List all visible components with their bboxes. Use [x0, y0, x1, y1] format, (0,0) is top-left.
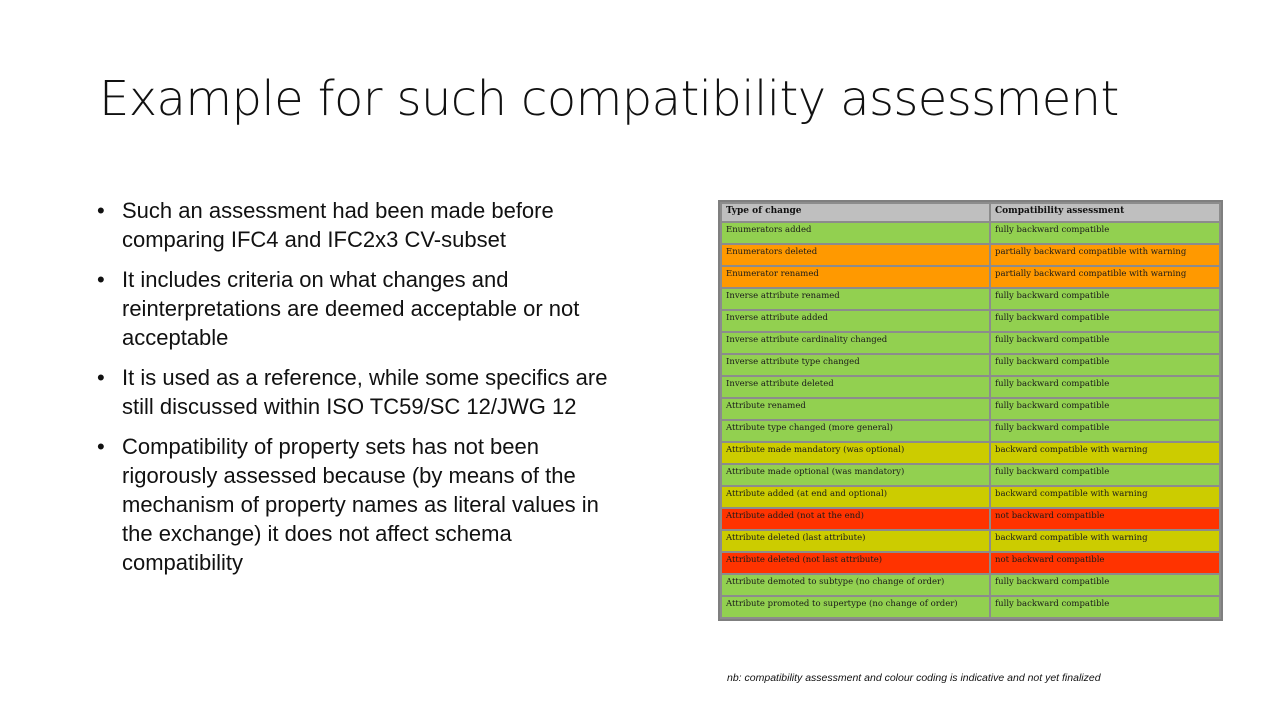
- assessment-cell: backward compatible with warning: [990, 442, 1220, 464]
- type-of-change-cell: Inverse attribute added: [721, 310, 990, 332]
- assessment-cell: backward compatible with warning: [990, 486, 1220, 508]
- table-row: [721, 354, 1220, 376]
- type-of-change-cell: Attribute made optional (was mandatory): [721, 464, 990, 486]
- header-type-of-change: Type of change: [721, 203, 990, 222]
- type-of-change-cell: Attribute renamed: [721, 398, 990, 420]
- table-row: [721, 420, 1220, 442]
- table-row: [721, 310, 1220, 332]
- assessment-cell: fully backward compatible: [990, 398, 1220, 420]
- assessment-cell: fully backward compatible: [990, 376, 1220, 398]
- table-row: [721, 574, 1220, 596]
- table-body: [721, 222, 1220, 618]
- assessment-cell: not backward compatible: [990, 552, 1220, 574]
- type-of-change-cell: Enumerators deleted: [721, 244, 990, 266]
- type-of-change-cell: Inverse attribute cardinality changed: [721, 332, 990, 354]
- type-of-change-cell: Enumerators added: [721, 222, 990, 244]
- table-row: [721, 222, 1220, 244]
- table-row: [721, 552, 1220, 574]
- assessment-cell: backward compatible with warning: [990, 530, 1220, 552]
- assessment-cell: fully backward compatible: [990, 222, 1220, 244]
- bullet-item: • It includes criteria on what changes and reinterpretations are deemed acceptable or not acceptable: [97, 265, 627, 352]
- assessment-cell: fully backward compatible: [990, 464, 1220, 486]
- table-row: [721, 398, 1220, 420]
- type-of-change-cell: Inverse attribute deleted: [721, 376, 990, 398]
- compatibility-table-container: [718, 200, 1223, 621]
- assessment-cell: fully backward compatible: [990, 332, 1220, 354]
- table-row: [721, 244, 1220, 266]
- table-header-row: [721, 203, 1220, 222]
- table-row: [721, 508, 1220, 530]
- type-of-change-cell: Attribute demoted to subtype (no change of order): [721, 574, 990, 596]
- assessment-cell: fully backward compatible: [990, 354, 1220, 376]
- type-of-change-cell: Inverse attribute type changed: [721, 354, 990, 376]
- bullet-item: • It is used as a reference, while some specifics are still discussed within ISO TC59/SC 12/JWG 12: [97, 363, 627, 421]
- type-of-change-cell: Attribute made mandatory (was optional): [721, 442, 990, 464]
- type-of-change-cell: Attribute deleted (last attribute): [721, 530, 990, 552]
- table-row: [721, 376, 1220, 398]
- assessment-cell: fully backward compatible: [990, 288, 1220, 310]
- slide-title: Example for such compatibility assessment: [99, 71, 1119, 127]
- assessment-cell: fully backward compatible: [990, 310, 1220, 332]
- footnote: nb: compatibility assessment and colour coding is indicative and not yet finalized: [727, 672, 1101, 684]
- type-of-change-cell: Attribute added (not at the end): [721, 508, 990, 530]
- bullet-item: • Compatibility of property sets has not been rigorously assessed because (by means of the mechanism of property names as literal values in the exchange) it does not affect schema compatibility: [97, 432, 627, 577]
- type-of-change-cell: Attribute deleted (not last attribute): [721, 552, 990, 574]
- assessment-cell: fully backward compatible: [990, 574, 1220, 596]
- table-row: [721, 442, 1220, 464]
- table-row: [721, 596, 1220, 618]
- assessment-cell: not backward compatible: [990, 508, 1220, 530]
- assessment-cell: partially backward compatible with warning: [990, 244, 1220, 266]
- bullet-item: • Such an assessment had been made before comparing IFC4 and IFC2x3 CV-subset: [97, 196, 627, 254]
- table-row: [721, 332, 1220, 354]
- assessment-cell: partially backward compatible with warning: [990, 266, 1220, 288]
- assessment-cell: fully backward compatible: [990, 596, 1220, 618]
- type-of-change-cell: Enumerator renamed: [721, 266, 990, 288]
- bullet-list: [97, 196, 627, 588]
- type-of-change-cell: Attribute added (at end and optional): [721, 486, 990, 508]
- header-compatibility-assessment: Compatibility assessment: [990, 203, 1220, 222]
- table-row: [721, 464, 1220, 486]
- assessment-cell: fully backward compatible: [990, 420, 1220, 442]
- table-row: [721, 530, 1220, 552]
- type-of-change-cell: Inverse attribute renamed: [721, 288, 990, 310]
- table-row: [721, 288, 1220, 310]
- type-of-change-cell: Attribute promoted to supertype (no change of order): [721, 596, 990, 618]
- table-row: [721, 486, 1220, 508]
- table-row: [721, 266, 1220, 288]
- compatibility-table: [720, 202, 1221, 619]
- type-of-change-cell: Attribute type changed (more general): [721, 420, 990, 442]
